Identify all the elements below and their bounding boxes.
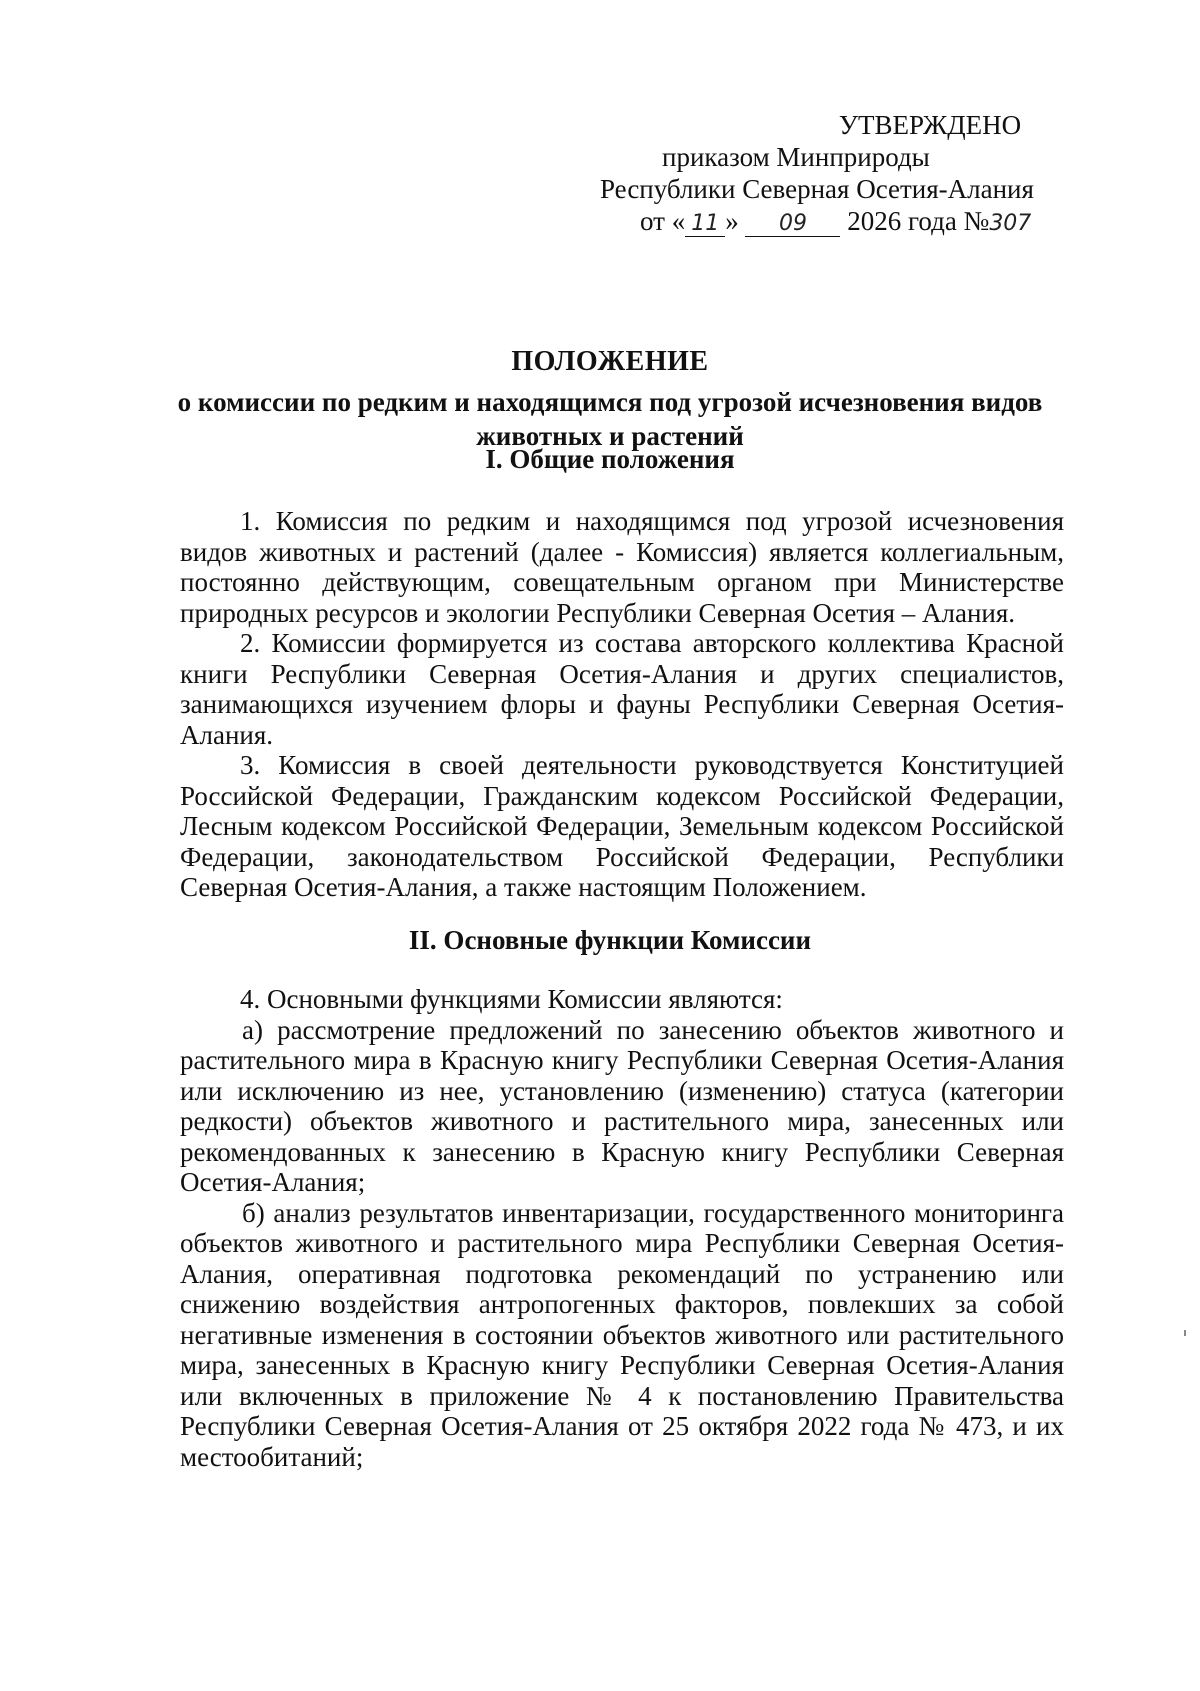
paragraph-4b: б) анализ результатов инвентаризации, государственного мониторинга объектов животного и растительного мира Республики Северная Осетия-Алания, оперативная подготовка рекомендаций по устранению или снижению воздействия антропогенных факторов, повлекших за собой негативные изменения в состоянии объектов животного или растительного мира, занесенных в Красную книгу Республики Северная Осетия-Алания или включенных в приложение № 4 к постановлению Правительства Республики Северная Осетия-Алания от 25 октября 2022 года № 473, и их местообитаний; bbox=[180, 1197, 1064, 1472]
document-subtitle: о комиссии по редким и находящимся под угрозой исчезновения видов животных и растений bbox=[177, 387, 1043, 451]
handwritten-number: 307 bbox=[989, 211, 1032, 236]
paragraph-2: 2. Комиссии формируется из состава авторского коллектива Красной книги Республики Северная Осетия-Алания и других специалистов, занимающихся изучением флоры и фауны Республики Северная Осетия-Алания. bbox=[180, 628, 1064, 750]
handwritten-month: 09 bbox=[745, 212, 840, 237]
document-title: ПОЛОЖЕНИЕ bbox=[511, 346, 709, 377]
paragraph-3: 3. Комиссия в своей деятельности руководствуется Конституцией Российской Федерации, Гражданским кодексом Российской Федерации, Лесным кодексом Российской Федерации, Земельным кодексом Российской Федерации, законодательством Российской Федерации, Республики Северная Осетия-Алания, а также настоящим Положением. bbox=[180, 750, 1064, 902]
paragraph-1: 1. Комиссия по редким и находящимся под угрозой исчезновения видов животных и растений (далее - Комиссия) является коллегиальным, постоянно действующим, совещательным органом при Министерстве природных ресурсов и экологии Республики Северная Осетия – Алания. bbox=[180, 506, 1064, 628]
year-text: 2026 года № bbox=[847, 206, 990, 236]
approval-heading: УТВЕРЖДЕНО bbox=[838, 110, 1022, 140]
approval-republic-line: Республики Северная Осетия-Алания bbox=[600, 174, 1034, 204]
paragraph-4a: а) рассмотрение предложений по занесению объектов животного и растительного мира в Красную книгу Республики Северная Осетия-Алания или исключению из нее, установлению (изменению) статуса (категории редкости) объектов животного и растительного мира, занесенных или рекомендованных к занесению в Красную книгу Республики Северная Осетия-Алания; bbox=[180, 1014, 1064, 1197]
handwritten-day: 11 bbox=[685, 212, 725, 237]
scan-artifact bbox=[1184, 1330, 1186, 1336]
quote-close: » bbox=[725, 206, 739, 236]
section-heading-general: I. Общие положения bbox=[485, 444, 735, 474]
approval-date-line bbox=[640, 206, 1160, 239]
date-prefix: от « bbox=[640, 206, 686, 236]
approval-order-line: приказом Минприроды bbox=[662, 142, 930, 172]
section-heading-functions: II. Основные функции Комиссии bbox=[408, 925, 812, 955]
section-functions-body bbox=[180, 984, 1064, 1472]
section-general-body bbox=[180, 506, 1064, 903]
paragraph-4: 4. Основными функциями Комиссии являются: bbox=[240, 984, 783, 1014]
document-title-block bbox=[150, 345, 1070, 453]
